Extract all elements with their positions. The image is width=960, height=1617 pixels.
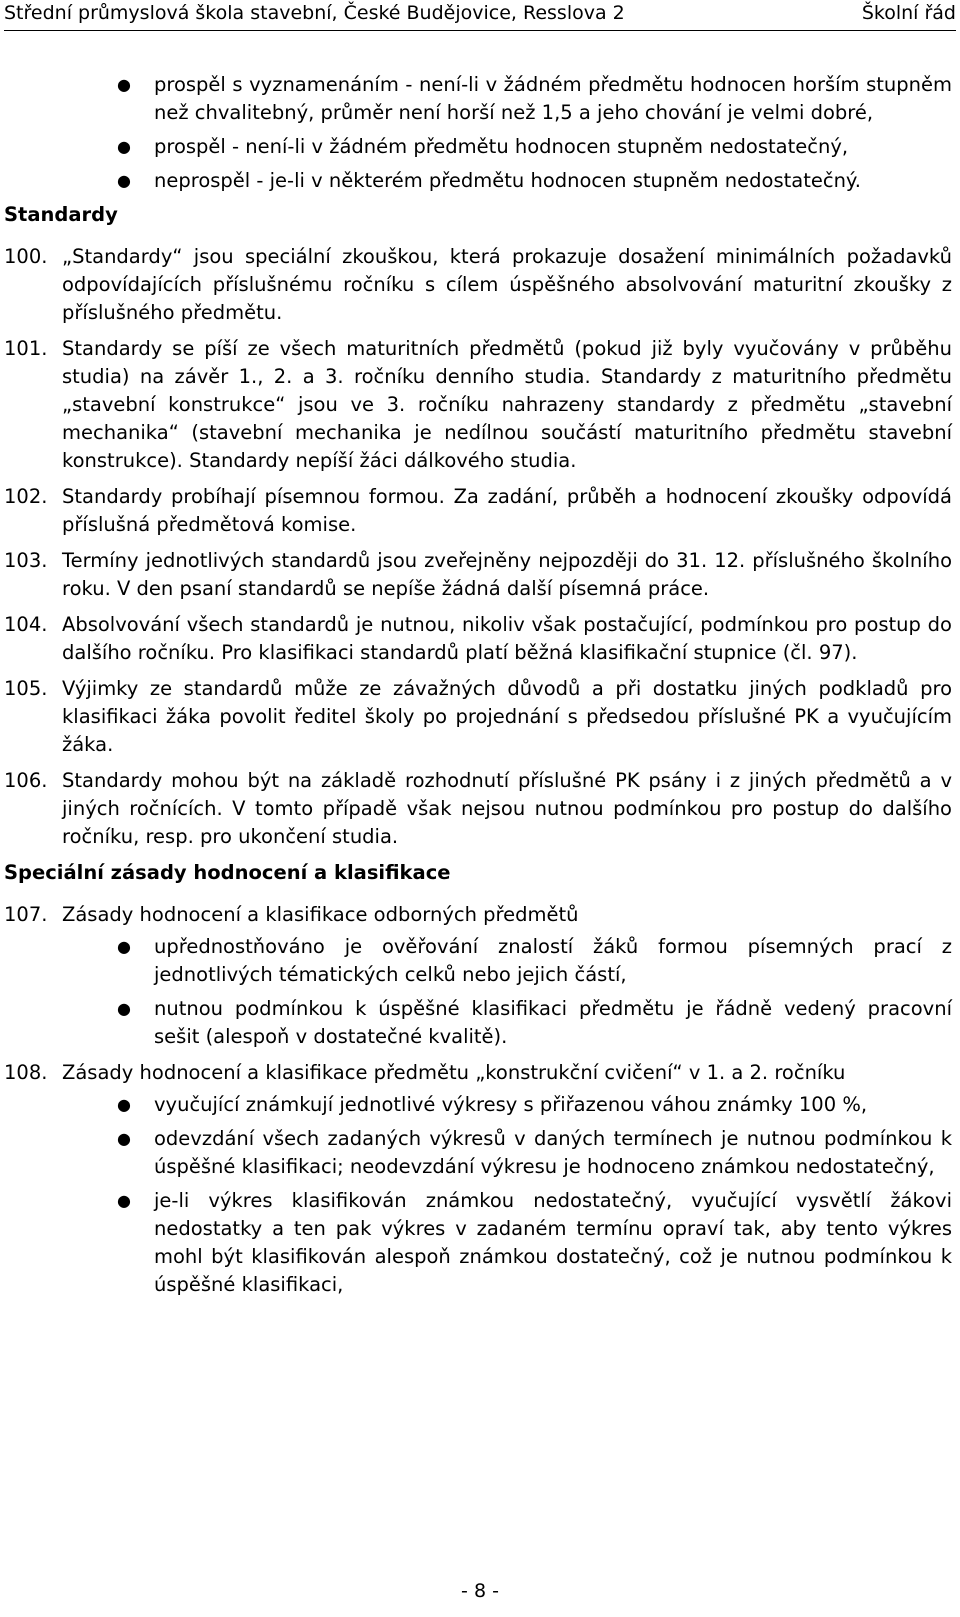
page-header (4, 0, 956, 31)
document-body (4, 71, 956, 1305)
list-item: ● upřednostňováno je ověřování znalostí žáků formou písemných prací z jednotlivých tématických celků nebo jejich částí, (117, 935, 952, 986)
article-107: 107. Zásady hodnocení a klasifikace odborných předmětů (4, 903, 579, 926)
bullet-icon: ● (117, 1129, 131, 1148)
list-item: ● vyučující známkují jednotlivé výkresy s přiřazenou váhou známky 100 %, (4, 1091, 956, 1119)
article-102: 102. Standardy probíhají písemnou formou. Za zadání, průběh a hodnocení zkoušky odpovídá příslušná předmětová komise. (4, 485, 952, 536)
list-item: ● prospěl - není-li v žádném předmětu hodnocen stupněm nedostatečný, (4, 133, 956, 161)
header-school-name: Střední průmyslová škola stavební, České Budějovice, Resslova 2 (4, 2, 625, 24)
section-heading-standardy: Standardy (4, 203, 118, 226)
article-104: 104. Absolvování všech standardů je nutnou, nikoliv však postačující, podmínkou pro postup do dalšího ročníku. Pro klasifikaci standardů platí běžná klasifikační stupnice (čl. 97). (4, 613, 952, 664)
page-number: - 8 - (461, 1580, 499, 1602)
bullet-icon: ● (117, 999, 131, 1018)
article-106: 106. Standardy mohou být na základě rozhodnutí příslušné PK psány i z jiných předmětů a v jiných ročnících. V tomto případě však nejsou nutnou podmínkou pro postup do dalšího ročníku, resp. pro ukončení studia. (4, 769, 952, 848)
list-item: ● prospěl s vyznamenáním - není-li v žádném předmětu hodnocen horším stupněm než chvalitebný, průměr není horší než 1,5 a jeho chování je velmi dobré, (117, 73, 952, 124)
bullet-icon: ● (117, 937, 131, 956)
list-item: ● je-li výkres klasifikován známkou nedostatečný, vyučující vysvětlí žákovi nedostatky a ten pak výkres v zadaném termínu opraví tak, aby tento výkres mohl být klasifikován alespoň známkou dostatečný, což je nutnou podmínkou k úspěšné klasifikaci, (117, 1189, 952, 1296)
article-107-bullets (4, 933, 956, 1051)
grading-bullets (4, 71, 956, 195)
bullet-icon: ● (117, 171, 131, 190)
bullet-icon: ● (117, 75, 131, 94)
article-105: 105. Výjimky ze standardů může ze závažných důvodů a při dostatku jiných podkladů pro klasifikaci žáka povolit ředitel školy po projednání s předsedou příslušné PK a vyučujícím žáka. (4, 677, 952, 756)
bullet-icon: ● (117, 1191, 131, 1210)
section-heading-special: Speciální zásady hodnocení a klasifikace (4, 861, 451, 884)
header-document-title: Školní řád (861, 2, 956, 24)
article-103: 103. Termíny jednotlivých standardů jsou zveřejněny nejpozději do 31. 12. příslušného školního roku. V den psaní standardů se nepíše žádná další písemná práce. (4, 549, 952, 600)
list-item: ● odevzdání všech zadaných výkresů v daných termínech je nutnou podmínkou k úspěšné klasifikaci; neodevzdání výkresu je hodnoceno známkou nedostatečný, (117, 1127, 952, 1178)
bullet-icon: ● (117, 1095, 131, 1114)
article-108: 108. Zásady hodnocení a klasifikace předmětu „konstrukční cvičení“ v 1. a 2. ročníku (4, 1061, 846, 1084)
article-100: 100. „Standardy“ jsou speciální zkouškou, která prokazuje dosažení minimálních požadavků odpovídajících příslušnému ročníku s cílem úspěšného absolvování maturitní zkoušky z příslušného předmětu. (4, 245, 952, 324)
article-101: 101. Standardy se píší ze všech maturitních předmětů (pokud již byly vyučovány v průběhu studia) na závěr 1., 2. a 3. ročníku denního studia. Standardy z maturitního předmětu „stavební konstrukce“ jsou ve 3. ročníku nahrazeny standardy z předmětu „stavební mechanika“ (stavební mechanika je nedílnou součástí maturitního předmětu stavební konstrukce). Standardy nepíší žáci dálkového studia. (4, 337, 952, 472)
list-item: ● neprospěl - je-li v některém předmětu hodnocen stupněm nedostatečný. (4, 167, 956, 195)
list-item: ● nutnou podmínkou k úspěšné klasifikaci předmětu je řádně vedený pracovní sešit (alespoň v dostatečné kvalitě). (117, 997, 952, 1048)
bullet-icon: ● (117, 137, 131, 156)
article-108-bullets (4, 1091, 956, 1299)
